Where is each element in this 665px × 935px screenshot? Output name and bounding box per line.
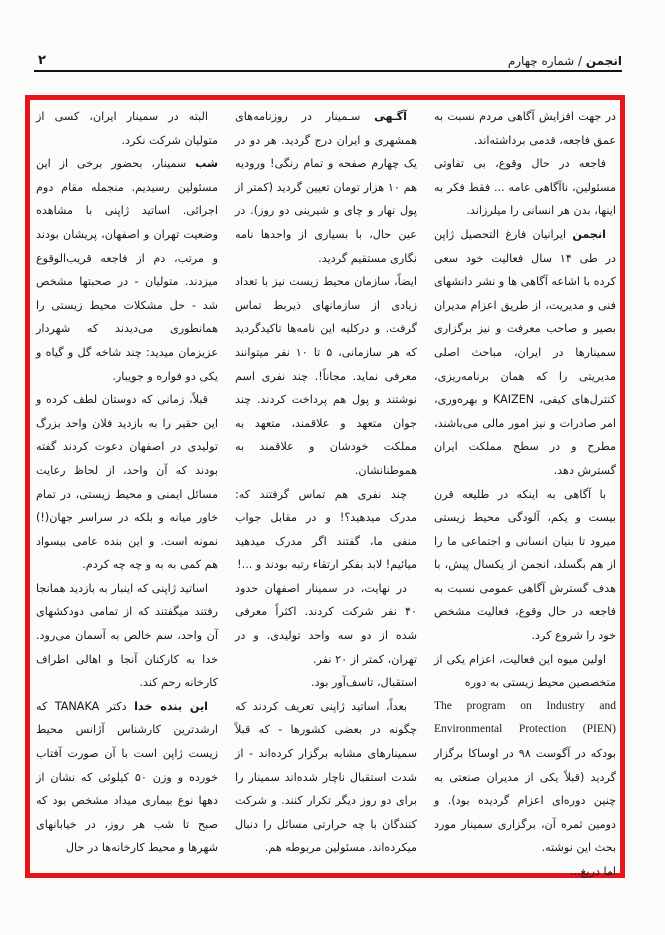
paragraph [434, 648, 616, 695]
paragraph-text: ایرانیان فارغ التحصیل ژاپن در طی ۱۴ سال فعالیت خود سعی کرده با اشاعه آگاهی ها و نشر دانشهای فنی و مدیریت، از طریق اعزام مدیران بصیر و صاحب معرفت و نیز برگزاری سمینارها در ایران، مباحث اصلی مدیریتی را که همان برنامه‌ریزی، کنترل‌های کیفی، KAIZEN و بهره‌وری، امر صادرات و نیز امور مالی می‌باشند، مطرح و در سطح مملکت ایران گسترش دهد. [434, 227, 616, 477]
paragraph [235, 671, 417, 695]
paragraph [36, 388, 218, 577]
paragraph-text: سـمینار در روزنامه‌های همشهری و ایران درج گردید. هر دو در یک چهارم صفحه و تمام رنگی! ورودیه هم ۱۰ هزار تومان تعیین گردید (کمتر از پول نهار و چای و شیرینی دو روز). در عین حال، با بسیاری از واحدها نامه نگاری مستقیم گردید. [235, 110, 417, 265]
paragraph-text: در نهایت، در سمینار اصفهان حدود ۴۰ نفر شرکت کردند. اکثراً معرفی شده از دو سه واحد تولیدی. و در تهران، کمتر از ۲۰ نفر. [235, 581, 417, 666]
paragraph-text: اولین میوه این فعالیت، اعزام یکی از متخصصین محیط زیستی به دوره [434, 652, 616, 690]
paragraph [36, 695, 218, 860]
paragraph-text: بعداً، اساتید ژاپنی تعریف کردند که چگونه در بعضی کشورها - که قبلاً سمینارهای مشابه برگزار کرده‌اند - از شدت استقبال ناچار شده‌اند سمینار را برای دو روز دیگر تکرار کنند. و شرکت کنندگان با چه حرارتی مسائل را دنبال میکرده‌اند. مسئولین مربوطه هم. [235, 699, 417, 855]
paragraph [235, 483, 417, 577]
article-columns [36, 105, 616, 878]
paragraph-text: بودکه در آگوست ۹۸ در اوساکا برگزار گردید (قبلاً یکی از مدیران صنعتی به چنین دوره‌ای اعزام گردیده بود). و دومین ثمره آن، برگزاری سمینار مورد بحث این نوشته. [434, 747, 616, 855]
paragraph-text: ایضاً، سازمان محیط زیست نیز با تعداد زیادی از سازمانهای ذیربط تماس گرفت. و درکلیه این نامه‌ها تاکیدگردید که هر سازمانی، ۵ تا ۱۰ نفر میتوانند معرفی نماید. مجاناً!. چند نفری اسم نوشتند و پول هم پرداخت کردند. چند جوان متعهد و علاقمند، متعهد به مملکت خودشان و علاقمند به هموطنانشان. [235, 275, 417, 477]
paragraph [434, 152, 616, 223]
paragraph [434, 223, 616, 483]
column-right [434, 105, 616, 878]
header-rule [34, 70, 622, 72]
paragraph-text: چند نفری هم تماس گرفتند که: مدرک میدهید؟! و در مقابل جواب منفی ما، گفتند اگر مدرک میدهید میائیم! لابد بفکر ارتقاء رتبه بودند و ...! [235, 487, 417, 572]
running-title [508, 54, 622, 68]
paragraph-text: البته در سمینار ایران، کسی از متولیان شرکت نکرد. [36, 110, 218, 147]
paragraph-text: استقبال، تاسف‌آور بود. [311, 676, 417, 690]
page-number: ۲ [38, 53, 46, 68]
paragraph [434, 483, 616, 648]
paragraph-lead: این بنده خدا [134, 699, 208, 713]
paragraph [36, 152, 218, 388]
paragraph [235, 105, 417, 270]
paragraph [434, 860, 616, 884]
english-paragraph [434, 695, 616, 742]
paragraph-text: سمینار، بحضور برخی از این مسئولین رسیدیم. منجمله مقام دوم اجرائی. اساتید ژاپنی با مشاهده وضعیت تهران و اصفهان، پریشان بودند و مرتب، دم از فاجعه قریب‌الوقوع میزدند. متولیان - در صحبتها مشخص شد - حل مشکلات محیط زیستی را همانطوری می‌دیدند که شهردار عزیزمان میدید: چند شاخه گل و گیاه و یکی دو فواره و جویبار. [36, 157, 218, 383]
paragraph [36, 577, 218, 695]
paragraph [235, 577, 417, 671]
column-middle [235, 105, 417, 875]
paragraph-text: اما دریغ... [569, 865, 616, 878]
paragraph-text: با آگاهی به اینکه در طلیعه قرن بیست و یکم، آلودگی محیط زیستی میرود تا بنیان انسانی و اجتماعی ما را از هم بگسلد، انجمن از یکسال پیش، با هدف گسترش آگاهی عمومی نسبت به فاجعه در حال وقوع، فعالیت مشخص خود را شروع کرد. [434, 487, 616, 643]
paragraph [235, 270, 417, 482]
paragraph-text: فاجعه در حال وقوع، بی تفاوتی مسئولین، ناآگاهی عامه ... فقط فکر به اینها، بدن هر انسانی را میلرزاند. [434, 157, 616, 218]
paragraph [434, 105, 616, 152]
column-left [36, 105, 218, 875]
publication-name: انجمن [585, 54, 622, 68]
paragraph-text: اساتید ژاپنی که اینبار به بازدید همانجا رفتند میگفتند که از تمامی دودکشهای آن واحد، سم خالص به آسمان می‌رود. خدا به کارکنان آنجا و اهالی اطراف کارخانه رحم کند. [36, 581, 218, 690]
paragraph [235, 695, 417, 860]
paragraph [36, 105, 218, 152]
paragraph-text: The program on Industry and Environmental Protection (PIEN) [434, 699, 616, 736]
paragraph [434, 742, 616, 860]
paragraph-text: قبلاً، زمانی که دوستان لطف کرده و این حقیر را به بازدید فلان واحد بزرگ تولیدی در اصفهان دعوت کردند گفته بودند که آن واحد، از لحاظ رعایت مسائل ایمنی و محیط زیستی، در تمام خاور میانه و بلکه در سراسر جهان(!) نمونه است. و این بنده عامی بیسواد هم کمی به به و چه چه کردم. [36, 393, 218, 572]
issue-label: شماره چهارم [507, 54, 575, 68]
title-separator: / [574, 54, 586, 68]
paragraph-lead: شب [195, 157, 218, 171]
page-header [34, 38, 622, 68]
paragraph-lead: آگـهی [374, 110, 407, 123]
paragraph-text: در جهت افزایش آگاهی مردم نسبت به عمق فاجعه، قدمی برداشته‌اند. [434, 110, 616, 147]
paragraph-text: دکتر TANAKA که ارشدترین کارشناس آژانس محیط زیست ژاپن است با آن صورت آفتاب خورده و وزن ۵۰ کیلوئی که نشان از دهها نوع بیماری میداد مشخص بود که صبح تا شب هر روز، در خیابانهای شهرها و محیط کارخانه‌ها در حال [36, 699, 218, 855]
paragraph-lead: انجمن [572, 227, 606, 241]
